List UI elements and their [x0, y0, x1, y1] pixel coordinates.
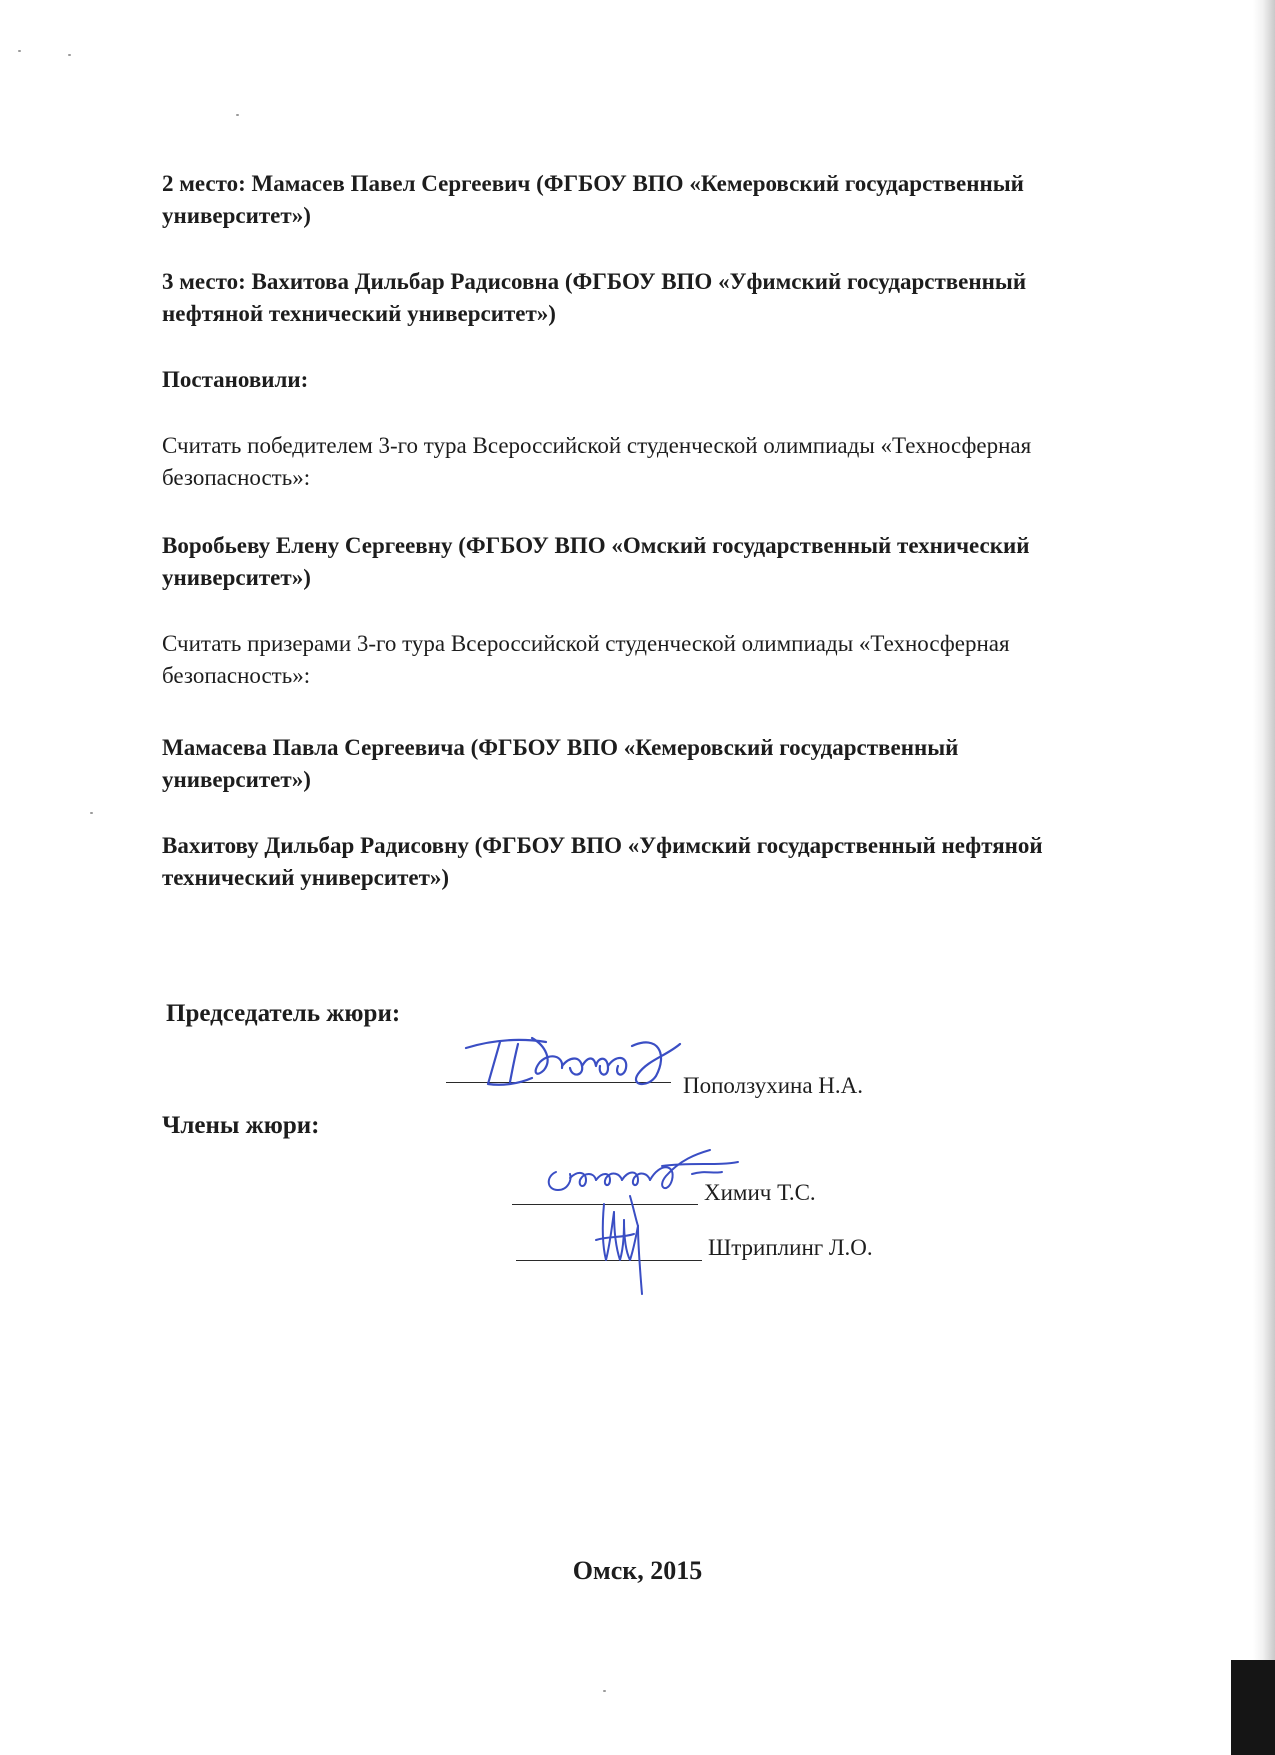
- jury-chair-label: Председатель жюри:: [166, 1000, 401, 1027]
- prizewinners-intro-paragraph: Считать призерами 3-го тура Всероссийской студенческой олимпиады «Техносферная безопасность»:: [162, 631, 1010, 688]
- scan-speck: [90, 812, 93, 814]
- place-2-paragraph: 2 место: Мамасев Павел Сергеевич (ФГБОУ ВПО «Кемеровский государственный университет»): [162, 171, 1024, 228]
- member-2-name: Штриплинг Л.О.: [708, 1235, 873, 1260]
- footer-city-year: Омск, 2015: [572, 1556, 703, 1585]
- chair-signature: [462, 1026, 692, 1096]
- scan-edge: [1253, 0, 1275, 1755]
- jury-members-label: Члены жюри:: [162, 1112, 320, 1139]
- prizewinner-2-paragraph: Вахитову Дильбар Радисовну (ФГБОУ ВПО «Уфимский государственный нефтяной технический университет»): [162, 833, 1043, 890]
- scan-corner-shadow: [1231, 1660, 1275, 1755]
- chair-name: Поползухина Н.А.: [683, 1073, 863, 1098]
- member-2-signature: [594, 1190, 654, 1300]
- scan-speck: [603, 1690, 606, 1692]
- winner-intro-paragraph: Считать победителем 3-го тура Всероссийской студенческой олимпиады «Техносферная безопасность»:: [162, 433, 1032, 490]
- member-1-name: Химич Т.С.: [704, 1180, 816, 1205]
- scan-speck: [18, 50, 21, 52]
- scan-speck: [236, 114, 239, 116]
- resolved-heading: Постановили:: [162, 367, 309, 392]
- place-3-paragraph: 3 место: Вахитова Дильбар Радисовна (ФГБОУ ВПО «Уфимский государственный нефтяной технический университет»): [162, 269, 1027, 326]
- scan-speck: [68, 54, 71, 56]
- winner-paragraph: Воробьеву Елену Сергеевну (ФГБОУ ВПО «Омский государственный технический университет»): [162, 533, 1030, 590]
- prizewinner-1-paragraph: Мамасева Павла Сергеевича (ФГБОУ ВПО «Кемеровский государственный университет»): [162, 735, 959, 792]
